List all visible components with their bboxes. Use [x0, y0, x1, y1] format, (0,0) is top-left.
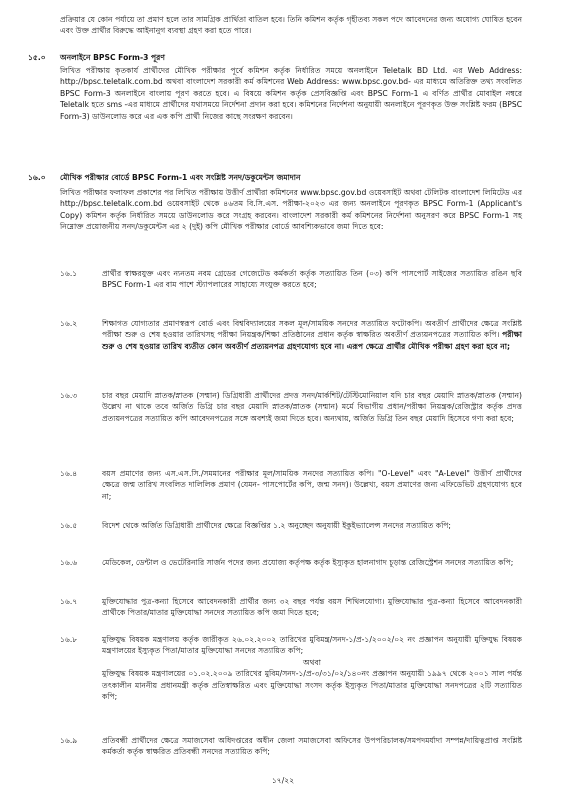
item-text-alternate: মুক্তিযুদ্ধ বিষয়ক মন্ত্রণালয়ের ০১.০২.২০০৯ তারিখের মুবিম/সনদ-১/প্র-৩/৩১/০২/১৪০নং প্রজ্ঞাপন অনুযায়ী ১৯৯৭ থেকে ২০০১ সাল পর্যন্ত তৎকালীন মাননীয় প্রধানমন্ত্রী কর্তৃক প্রতিস্বাক্ষরিত এবং মুক্তিযোদ্ধা সংসদ কর্তৃক ইস্যুকৃত পিতা/মাতার মুক্তিযোদ্ধা সনদপত্রের ২টি সত্যায়িত কপি;	[102, 669, 522, 701]
or-separator: অথবা	[303, 657, 321, 667]
item-number: ১৬.৮	[60, 635, 78, 644]
list-item	[60, 520, 522, 531]
item-text-wrap	[102, 634, 522, 702]
item-text: মেডিকেল, ডেন্টাল ও ভেটেরিনারি সার্জন পদের জন্য প্রযোজ্য কর্তৃপক্ষ কর্তৃক ইস্যুকৃত হালনাগাদ চূড়ান্ত রেজিস্ট্রেশন সনদের সত্যায়িত কপি;	[102, 558, 514, 567]
item-text: মুক্তিযুদ্ধ বিষয়ক মন্ত্রণালয় কর্তৃক জারীকৃত ২৬.০২.২০০২ তারিখের মুবিমন্ত্র/সনদ-১/প্র-১/২০০২/০২ নং প্রজ্ঞাপন অনুযায়ী মুক্তিযুদ্ধ বিষয়ক মন্ত্রণালয়ের ইস্যুকৃত পিতা/মাতার মুক্তিযোদ্ধা সনদের সত্যায়িত কপি;	[102, 635, 522, 656]
item-number: ১৬.৪	[60, 469, 78, 478]
item-number: ১৬.৫	[60, 521, 78, 530]
item-number: ১৬.৬	[60, 558, 78, 567]
item-number: ১৬.৯	[60, 736, 78, 745]
item-text: বয়স প্রমাণের জন্য এস.এস.সি./সমমানের পরীক্ষার মূল/সাময়িক সনদের সত্যায়িত কপি। "O-Level" এবং "A-Level" উত্তীর্ণ প্রার্থীদের ক্ষেত্রে জন্ম তারিখ সংবলিত দালিলিক প্রমাণ (যেমন- পাসপোর্টের কপি, জন্ম সনদ)। উল্লেখ্য, বয়স প্রমাণের জন্য এফিডেভিট গ্রহণযোগ্য হবে না;	[102, 469, 522, 501]
item-text: প্রার্থীর স্বাক্ষরযুক্ত এবং ন্যনতম নবম গ্রেডের গেজেটেড কর্মকর্তা কর্তৃক সত্যায়িত তিন (০৩) কপি পাসপোর্ট সাইজের সত্যায়িত রঙিন ছবি BPSC Form-1 এর বাম পাশে স্ট্যাপলারের সাহায্যে সংযুক্ত করতে হবে;	[102, 269, 522, 290]
item-text: চার বছর মেয়াদি স্নাতক/স্নাতক (সম্মান) ডিগ্রিধারী প্রার্থীদের প্রদত্ত সনদ/মার্কশিট/টেস্টিমোনিয়াল যদি চার বছর মেয়াদি স্নাতক/স্নাতক (সম্মান) উল্লেখ না থাকে তবে অর্জিত ডিগ্রি চার বছর মেয়াদি স্নাতক/স্নাতক (সম্মান) মর্মে বিভাগীয় প্রধান/পরীক্ষা নিয়ন্ত্রক/রেজিস্ট্রার কর্তৃক প্রদত্ত প্রত্যয়নপত্রের সত্যায়িত কপি আবেদনপত্রের সঙ্গে অবশ্যই জমা দিতে হবে। অন্যথায়, অর্জিত ডিগ্রি তিন বছর মেয়াদি হিসেবে গণ্য করা হবে;	[102, 391, 522, 423]
list-item	[60, 268, 522, 291]
section-16-body: লিখিত পরীক্ষার ফলাফল প্রকাশের পর লিখিত পরীক্ষায় উত্তীর্ণ প্রার্থীরা কমিশনের www.bpsc.gov.bd ওয়েবসাইট অথবা টেলিটক বাংলাদেশ লিমিটেড এর http://bpsc.teletalk.com.bd ওয়েবসাইট থেকে ৪৬তম বি.সি.এস. পরীক্ষা-২০২৩ এর জন্য অনলাইনে পূরণকৃত BPSC Form-1 (Applicant's Copy) কমিশন কর্তৃক নির্ধারিত সময়ে ডাউনলোড করে সংগ্রহ করবেন। বাংলাদেশ সরকারী কর্ম কমিশনের নির্দেশনা অনুসরণ করে BPSC Form-1 সহ নিম্নোক্ত প্রয়োজনীয় সনদ/ডকুমেন্টস এর ২ (দুই) কপি মৌখিক পরীক্ষার বোর্ডে আবশ্যিকভাবে জমা দিতে হবে:	[60, 188, 522, 232]
page-number: ১৭/২২	[271, 776, 295, 785]
list-item	[60, 596, 522, 619]
list-item	[60, 735, 522, 758]
section-15-number: ১৫.০	[28, 53, 46, 62]
list-item	[60, 318, 522, 352]
list-item	[60, 634, 522, 702]
item-text: মুক্তিযোদ্ধার পুত্র-কন্যা হিসেবে আবেদনকারী প্রার্থীর জন্য ৩২ বছর পর্যন্ত বয়স শিথিলযোগ্য। মুক্তিযোদ্ধার পুত্র-কন্যা হিসেবে আবেদনকারী প্রার্থীকে পিতার/মাতার মুক্তিযোদ্ধা সনদের সত্যায়িত কপি জমা দিতে হবে;	[102, 597, 522, 618]
section-16-number: ১৬.০	[28, 173, 46, 182]
list-item	[60, 468, 522, 502]
item-text: শিক্ষাগত যোগ্যতার প্রমাণস্বরূপ বোর্ড এবং বিশ্ববিদ্যালয়ের সকল মূল/সাময়িক সনদের সত্যায়িত ফটোকপি। অবতীর্ণ প্রার্থীদের ক্ষেত্রে সংশ্লিষ্ট পরীক্ষা শুরু ও শেষ হওয়ার তারিখসহ পরীক্ষা নিয়ন্ত্রক/শিক্ষা প্রতিষ্ঠানের প্রধান কর্তৃক স্বাক্ষরিত অবতীর্ণ প্রত্যয়নপত্রের সত্যায়িত কপি।	[102, 319, 522, 340]
item-number: ১৬.৩	[60, 391, 78, 400]
item-text: প্রতিবন্ধী প্রার্থীদের ক্ষেত্রে সমাজসেবা অধিদপ্তরের অধীন জেলা সমাজসেবা অফিসের উপপরিচালক/সমপদমর্যাদা সম্পন্ন/দায়িত্বপ্রাপ্ত সংশ্লিষ্ট কর্মকর্তা কর্তৃক স্বাক্ষরিত প্রতিবন্ধী সনদের সত্যায়িত কপি;	[102, 736, 522, 757]
section-15-heading	[28, 52, 522, 63]
section-15-title: অনলাইনে BPSC Form-3 পূরণ	[60, 53, 165, 62]
intro-paragraph: প্রক্রিয়ার যে কোন পর্যায়ে তা প্রমাণ হলে তার সামগ্রিক প্রার্থিতা বাতিল হবে। তিনি কমিশন কর্তৃক গৃহীতব্য সকল পদে আবেদনের জন্য অযোগ্য ঘোষিত হবেন এবং উক্ত প্রার্থীর বিরুদ্ধে আইনানুগ ব্যবস্থা গ্রহণ করা হতে পারে।	[60, 15, 522, 36]
item-number: ১৬.১	[60, 269, 78, 278]
item-bold-note: পরীক্ষা শুরু ও শেষ হওয়ার তারিখ ব্যতীত কোন অবতীর্ণ প্রত্যয়নপত্র গ্রহণযোগ্য হবে না। এরূপ ক্ষেত্রে প্রার্থীর মৌখিক পরীক্ষা গ্রহণ করা হবে না;	[102, 330, 522, 351]
item-text: বিদেশ থেকে অর্জিত ডিগ্রিধারী প্রার্থীদের ক্ষেত্রে বিজ্ঞপ্তির ১.২ অনুচ্ছেদ অনুযায়ী ইকুইভ্যালেন্স সনদের সত্যায়িত কপি;	[102, 521, 451, 530]
section-16-heading	[28, 172, 522, 183]
list-item	[60, 390, 522, 424]
list-item	[60, 557, 522, 568]
section-15-body: লিখিত পরীক্ষায় কৃতকার্য প্রার্থীদের মৌখিক পরীক্ষার পূর্বে কমিশন কর্তৃক নির্ধারিত সময়ে অনলাইনে Teletalk BD Ltd. এর Web Address: http://bpsc.teletalk.com.bd অথবা বাংলাদেশ সরকারী কর্ম কমিশনের Web Address: www.bpsc.gov.bd- এর মাধ্যমে অতিরিক্ত তথ্য সংবলিত BPSC Form-3 অনলাইনে বাংলায় পূরণ করতে হবে। এ বিষয়ে কমিশন কর্তৃক প্রেসবিজ্ঞপ্তি এবং BPSC Form-1 এ বর্ণিত প্রার্থীর মোবাইল নম্বরে Teletalk হতে sms -এর মাধ্যমে প্রার্থীদের যথাসময়ে নির্দেশনা প্রদান করা হবে। কমিশনের নির্দেশনা অনুযায়ী অনলাইনে পূরণকৃত উক্ত সংশ্লিষ্ট ফরম (BPSC Form-3) ডাউনলোড করে এর এক কপি প্রার্থী নিজের কাছে সংরক্ষণ করবেন।	[60, 66, 522, 121]
item-text-wrap	[102, 318, 522, 352]
item-number: ১৬.২	[60, 319, 78, 328]
section-16-title: মৌখিক পরীক্ষার বোর্ডে BPSC Form-1 এবং সংশ্লিষ্ট সনদ/ডকুমেন্টস জমাদান	[60, 173, 301, 182]
item-number: ১৬.৭	[60, 597, 78, 606]
